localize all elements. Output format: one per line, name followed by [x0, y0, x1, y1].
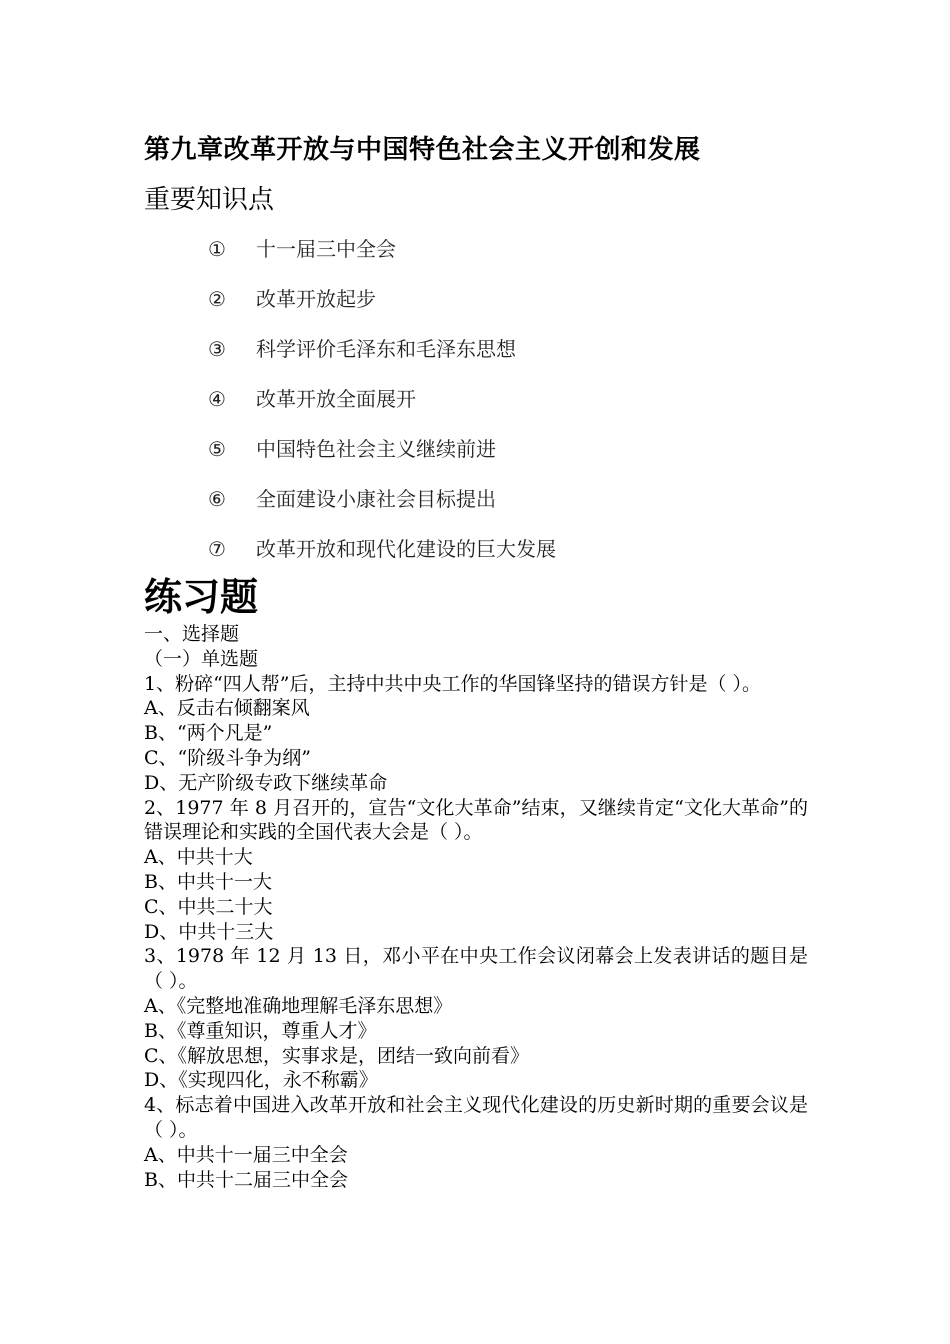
- answer-option: B、“两个凡是”: [144, 722, 273, 745]
- answer-option: A、中共十一届三中全会: [144, 1143, 348, 1166]
- key-point-text: 十一届三中全会: [256, 237, 396, 261]
- key-point-item: [208, 482, 556, 532]
- key-point-number: ①: [208, 237, 226, 261]
- question-block: [144, 1093, 808, 1192]
- answer-option: C、中共二十大: [144, 895, 273, 918]
- question-stem: 2、1977 年 8 月召开的，宣告“文化大革命”结束，又继续肯定“文化大革命”的错误理论和实践的全国代表大会是（ ）。: [144, 796, 808, 844]
- part-heading: 一、选择题: [144, 623, 240, 645]
- answer-option: C、《解放思想，实事求是，团结一致向前看》: [144, 1044, 530, 1067]
- key-point-number: ⑦: [208, 537, 226, 561]
- answer-option: D、中共十三大: [144, 920, 274, 943]
- key-point-number: ③: [208, 337, 226, 361]
- key-point-item: [208, 232, 556, 282]
- key-point-item: [208, 382, 556, 432]
- question-block: [144, 796, 808, 945]
- answer-option: A、反击右倾翻案风: [144, 697, 310, 720]
- answer-option: B、中共十一大: [144, 870, 272, 893]
- key-point-text: 改革开放和现代化建设的巨大发展: [256, 537, 556, 561]
- chapter-title: 第九章改革开放与中国特色社会主义开创和发展: [144, 135, 701, 165]
- subpart-heading: （一）单选题: [144, 647, 259, 670]
- key-points-list: [208, 232, 556, 582]
- key-point-number: ⑤: [208, 437, 226, 461]
- key-point-item: [208, 332, 556, 382]
- answer-option: B、《尊重知识，尊重人才》: [144, 1019, 377, 1042]
- key-point-text: 改革开放全面展开: [256, 387, 416, 411]
- key-point-item: [208, 432, 556, 482]
- key-point-item: [208, 282, 556, 332]
- question-stem: 4、标志着中国进入改革开放和社会主义现代化建设的历史新时期的重要会议是（ ）。: [144, 1094, 808, 1141]
- key-point-number: ②: [208, 287, 226, 311]
- key-points-heading: 重要知识点: [144, 185, 275, 215]
- key-point-text: 改革开放起步: [256, 287, 376, 311]
- key-point-text: 中国特色社会主义继续前进: [256, 437, 496, 461]
- answer-option: C、“阶级斗争为纲”: [144, 746, 311, 769]
- question-stem: 1、粉碎“四人帮”后，主持中共中央工作的华国锋坚持的错误方针是（ ）。: [144, 672, 762, 695]
- question-block: [144, 944, 808, 1093]
- question-block: [144, 672, 808, 796]
- key-point-number: ⑥: [208, 487, 226, 511]
- answer-option: A、中共十大: [144, 846, 253, 869]
- exercise-body: [144, 622, 808, 1192]
- answer-option: D、无产阶级专政下继续革命: [144, 771, 388, 794]
- question-stem: 3、1978 年 12 月 13 日，邓小平在中央工作会议闭幕会上发表讲话的题目是（ ）。: [144, 945, 808, 993]
- answer-option: D、《实现四化，永不称霸》: [144, 1069, 378, 1092]
- key-point-text: 全面建设小康社会目标提出: [256, 487, 496, 511]
- key-point-number: ④: [208, 387, 226, 411]
- answer-option: A、《完整地准确地理解毛泽东思想》: [144, 994, 453, 1017]
- answer-option: B、中共十二届三中全会: [144, 1168, 348, 1191]
- key-point-item: [208, 532, 556, 582]
- key-point-text: 科学评价毛泽东和毛泽东思想: [256, 337, 516, 361]
- exercise-title: 练习题: [144, 574, 259, 619]
